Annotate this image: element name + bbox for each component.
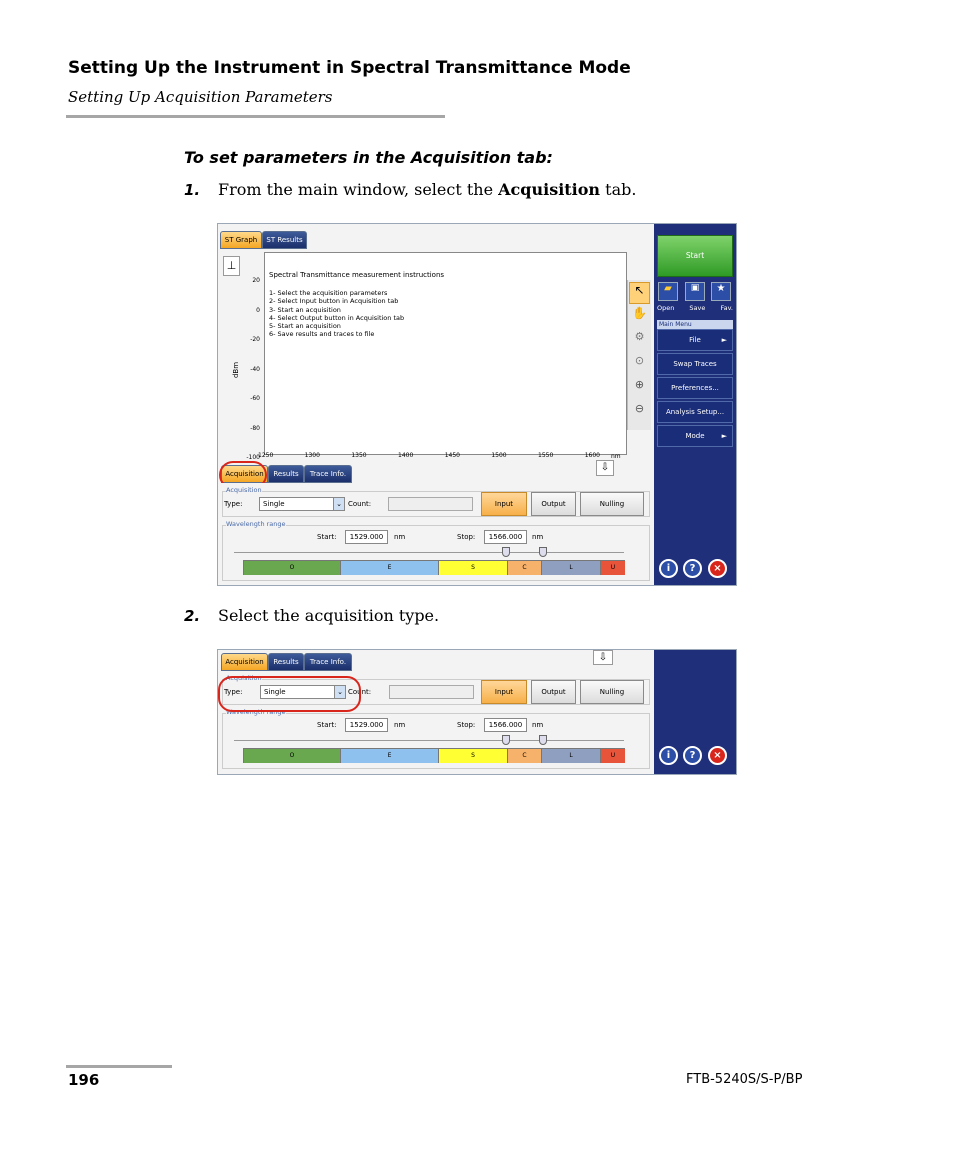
output-button[interactable]: Output <box>531 492 576 516</box>
x-tick: 1250 <box>258 452 274 459</box>
open-folder-icon[interactable]: ▰ <box>658 282 678 301</box>
close-icon[interactable]: × <box>708 746 727 765</box>
x-tick: 1350 <box>351 452 367 459</box>
info-icon[interactable]: i <box>659 746 678 765</box>
menu-preferences[interactable]: Preferences... <box>657 377 733 399</box>
stop-label: Stop: <box>457 721 476 729</box>
wl-group-label: Wavelength range <box>226 708 286 716</box>
nulling-button[interactable]: Nulling <box>580 680 644 704</box>
start-button[interactable]: Start <box>657 235 733 277</box>
plot-toolbar <box>627 280 651 430</box>
instruction-1: 1- Select the acquisition parameters <box>269 289 388 297</box>
stop-field[interactable]: 1566.000 <box>484 530 527 544</box>
open-label: Open <box>657 304 675 312</box>
start-field[interactable]: 1529.000 <box>345 718 388 732</box>
chevron-right-icon: ► <box>721 336 727 344</box>
zoom-out-icon[interactable]: ⊖ <box>634 402 645 415</box>
chevron-right-icon: ► <box>721 432 727 440</box>
band-l: L <box>542 561 601 575</box>
y-tick: -40 <box>250 365 260 373</box>
section-subtitle: Setting Up Acquisition Parameters <box>68 88 333 106</box>
band-bar <box>243 748 625 763</box>
x-tick: 1550 <box>538 452 554 459</box>
step2-text: Select the acquisition type. <box>218 606 440 625</box>
type-select[interactable] <box>259 497 345 511</box>
fav-label: Fav. <box>720 304 733 312</box>
menu-analysis-setup[interactable]: Analysis Setup... <box>657 401 733 423</box>
type-label: Type: <box>224 500 243 508</box>
wl-group-label: Wavelength range <box>226 520 286 528</box>
zoom-reset-icon[interactable]: ⊙ <box>634 354 645 367</box>
y-tick: -80 <box>250 424 260 432</box>
collapse-arrow-icon[interactable]: ⇩ <box>593 650 613 665</box>
page-number: 196 <box>68 1071 100 1089</box>
menu-file-label: File <box>689 336 701 344</box>
y-tick: 20 <box>252 277 260 284</box>
band-bar <box>243 560 625 575</box>
instruction-2: 2- Select Input button in Acquisition tab <box>269 297 399 306</box>
instruction-4: 4- Select Output button in Acquisition tab <box>269 313 405 322</box>
acq-group-label: Acquisition <box>226 674 262 682</box>
type-select-value: Single <box>263 500 285 508</box>
step1-text <box>218 180 636 199</box>
section-title: Setting Up the Instrument in Spectral Transmittance Mode <box>68 58 631 78</box>
screenshot-acquisition-type <box>217 649 737 775</box>
main-menu-label: Main Menu <box>657 320 733 329</box>
document-id: FTB-5240S/S-P/BP <box>686 1072 803 1087</box>
band-u: U <box>601 749 625 763</box>
tab-trace-info[interactable]: Trace Info. <box>304 465 352 483</box>
band-s: S <box>439 749 508 763</box>
count-label: Count: <box>348 500 372 508</box>
file-buttons-labels <box>657 304 737 312</box>
acq-group-label: Acquisition <box>226 486 262 494</box>
save-disk-icon[interactable]: ▣ <box>685 282 705 301</box>
range-slider-stop-handle[interactable] <box>539 547 547 557</box>
range-slider-start-handle[interactable] <box>502 547 510 557</box>
band-l: L <box>542 749 601 763</box>
count-field[interactable] <box>388 497 473 511</box>
step1-number: 1. <box>184 181 201 199</box>
range-slider-track[interactable] <box>234 552 624 553</box>
menu-file[interactable] <box>657 329 733 351</box>
right-sidebar <box>654 650 737 775</box>
start-unit: nm <box>394 533 406 541</box>
y-tick: 0 <box>256 306 260 314</box>
x-tick: 1300 <box>304 452 320 459</box>
hand-icon[interactable]: ✋ <box>632 306 647 320</box>
step2-number: 2. <box>184 607 201 625</box>
output-button[interactable]: Output <box>531 680 576 704</box>
tab-st-graph[interactable]: ST Graph <box>220 231 262 249</box>
stop-field[interactable]: 1566.000 <box>484 718 527 732</box>
band-c: C <box>508 561 542 575</box>
y-tick: -100 <box>246 454 260 461</box>
range-slider-stop-handle[interactable] <box>539 735 547 745</box>
type-label: Type: <box>224 688 243 696</box>
band-u: U <box>601 561 625 575</box>
tab-results[interactable]: Results <box>268 465 304 483</box>
tab-trace-info[interactable]: Trace Info. <box>304 653 352 671</box>
y-tick: -60 <box>250 395 260 402</box>
y-tick: -20 <box>250 336 260 343</box>
help-icon[interactable]: ? <box>683 559 702 578</box>
range-slider-track[interactable] <box>234 740 624 741</box>
instruction-5: 5- Start an acquisition <box>269 322 341 331</box>
collapse-arrow-icon[interactable]: ⇩ <box>596 460 614 476</box>
band-e: E <box>341 749 439 763</box>
x-tick: 1600 <box>584 452 600 459</box>
step1-bold: Acquisition <box>498 180 601 199</box>
step1-pre: From the main window, select the <box>218 180 499 199</box>
close-icon[interactable]: × <box>708 559 727 578</box>
count-field[interactable] <box>389 685 474 699</box>
instruction-6: 6- Save results and traces to file <box>269 330 375 339</box>
zoom-axis-icon[interactable]: ⊥ <box>223 256 240 276</box>
step1-post: tab. <box>600 180 637 199</box>
favorite-star-icon[interactable]: ★ <box>711 282 731 301</box>
header-rule <box>66 115 445 118</box>
start-label: Start: <box>317 533 337 541</box>
band-s: S <box>439 561 508 575</box>
pointer-icon[interactable]: ↖ <box>629 282 650 304</box>
band-o: O <box>244 561 341 575</box>
menu-mode[interactable] <box>657 425 733 447</box>
stop-unit: nm <box>532 533 544 541</box>
band-o: O <box>244 749 341 763</box>
zoom-fit-icon[interactable]: ⚙ <box>634 330 645 343</box>
tab-acquisition[interactable]: Acquisition <box>221 653 268 671</box>
highlight-circle <box>218 676 361 712</box>
right-sidebar <box>654 224 737 586</box>
footer-rule <box>66 1065 172 1068</box>
menu-mode-label: Mode <box>685 432 705 440</box>
instructions-list <box>269 289 404 339</box>
x-tick: 1400 <box>398 452 414 459</box>
band-c: C <box>508 749 542 763</box>
x-axis-ticks <box>258 452 628 459</box>
plot-area <box>264 252 627 455</box>
instructions-title: Spectral Transmittance measurement instructions <box>269 271 445 279</box>
x-axis-unit: nm <box>611 453 621 460</box>
input-button[interactable]: Input <box>481 680 527 704</box>
screenshot-main-window <box>217 223 737 586</box>
acquisition-panel <box>220 483 654 583</box>
zoom-in-icon[interactable]: ⊕ <box>634 378 645 391</box>
info-icon[interactable]: i <box>659 559 678 578</box>
tab-acquisition[interactable]: Acquisition <box>221 465 268 483</box>
save-label: Save <box>689 304 706 312</box>
x-tick: 1450 <box>444 452 460 459</box>
input-button[interactable]: Input <box>481 492 527 516</box>
nulling-button[interactable]: Nulling <box>580 492 644 516</box>
band-e: E <box>341 561 439 575</box>
menu-swap-traces[interactable]: Swap Traces <box>657 353 733 375</box>
tab-st-results[interactable]: ST Results <box>262 231 307 249</box>
range-slider-start-handle[interactable] <box>502 735 510 745</box>
x-tick: 1500 <box>491 452 507 459</box>
stop-unit: nm <box>532 721 544 729</box>
tab-results[interactable]: Results <box>268 653 304 671</box>
start-unit: nm <box>394 721 406 729</box>
chevron-down-icon[interactable]: ⌄ <box>333 498 344 510</box>
start-field[interactable]: 1529.000 <box>345 530 388 544</box>
count-label: Count: <box>348 688 372 696</box>
start-label: Start: <box>317 721 337 729</box>
procedure-title: To set parameters in the Acquisition tab: <box>184 148 553 167</box>
type-select-value: Single <box>264 688 286 696</box>
y-axis-unit: dBm <box>232 361 241 379</box>
chevron-down-icon[interactable]: ⌄ <box>334 686 345 698</box>
stop-label: Stop: <box>457 533 476 541</box>
help-icon[interactable]: ? <box>683 746 702 765</box>
instruction-3: 3- Start an acquisition <box>269 305 341 314</box>
y-axis-ticks <box>244 266 260 473</box>
